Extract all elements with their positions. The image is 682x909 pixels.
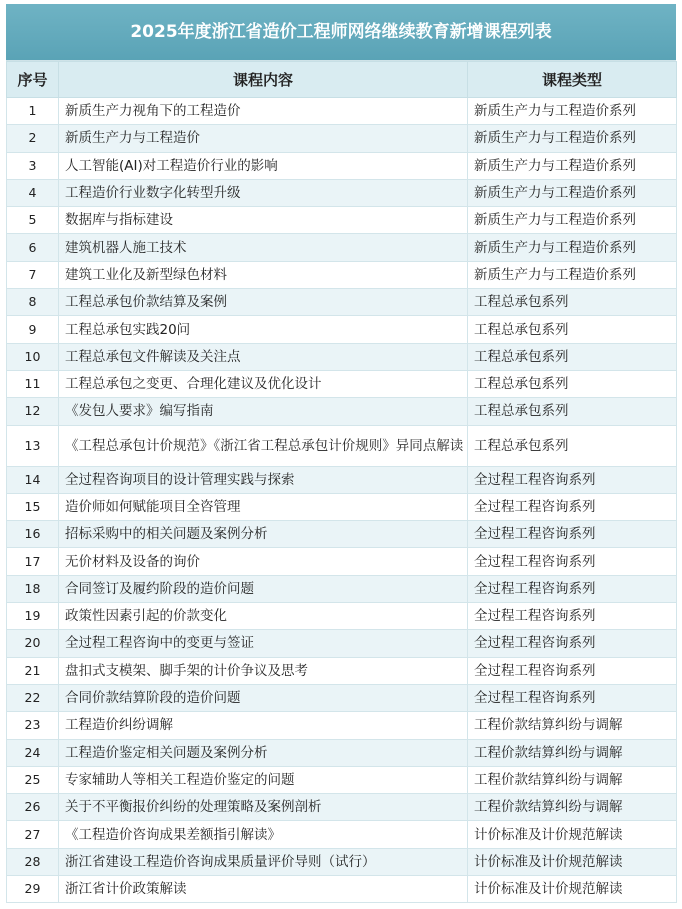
course-content: 关于不平衡报价纠纷的处理策略及案例剖析	[59, 794, 468, 821]
course-table	[6, 61, 677, 903]
row-number: 17	[7, 548, 59, 575]
table-row	[7, 207, 677, 234]
row-number: 2	[7, 125, 59, 152]
course-type: 全过程工程咨询系列	[468, 493, 677, 520]
header-row	[7, 62, 677, 98]
row-number: 15	[7, 493, 59, 520]
course-type: 新质生产力与工程造价系列	[468, 179, 677, 206]
course-content: 工程总承包实践20问	[59, 316, 468, 343]
course-type: 工程价款结算纠纷与调解	[468, 712, 677, 739]
row-number: 26	[7, 794, 59, 821]
row-number: 28	[7, 848, 59, 875]
row-number: 23	[7, 712, 59, 739]
row-number: 24	[7, 739, 59, 766]
course-type: 新质生产力与工程造价系列	[468, 207, 677, 234]
course-type: 计价标准及计价规范解读	[468, 876, 677, 903]
course-content: 工程造价纠纷调解	[59, 712, 468, 739]
course-type: 新质生产力与工程造价系列	[468, 152, 677, 179]
course-content: 建筑工业化及新型绿色材料	[59, 261, 468, 288]
course-type: 工程总承包系列	[468, 289, 677, 316]
table-row	[7, 821, 677, 848]
course-content: 建筑机器人施工技术	[59, 234, 468, 261]
row-number: 25	[7, 766, 59, 793]
course-content: 无价材料及设备的询价	[59, 548, 468, 575]
course-type: 全过程工程咨询系列	[468, 466, 677, 493]
row-number: 11	[7, 370, 59, 397]
course-type: 全过程工程咨询系列	[468, 575, 677, 602]
table-row	[7, 766, 677, 793]
course-type: 全过程工程咨询系列	[468, 684, 677, 711]
course-type: 新质生产力与工程造价系列	[468, 234, 677, 261]
course-type: 全过程工程咨询系列	[468, 603, 677, 630]
course-type: 全过程工程咨询系列	[468, 521, 677, 548]
course-type: 工程价款结算纠纷与调解	[468, 794, 677, 821]
row-number: 16	[7, 521, 59, 548]
table-row	[7, 630, 677, 657]
row-number: 20	[7, 630, 59, 657]
row-number: 21	[7, 657, 59, 684]
course-content: 盘扣式支模架、脚手架的计价争议及思考	[59, 657, 468, 684]
course-content: 工程总承包文件解读及关注点	[59, 343, 468, 370]
row-number: 1	[7, 98, 59, 125]
course-type: 工程总承包系列	[468, 316, 677, 343]
course-content: 浙江省计价政策解读	[59, 876, 468, 903]
table-row	[7, 684, 677, 711]
column-header-content: 课程内容	[59, 62, 468, 98]
course-content: 造价师如何赋能项目全咨管理	[59, 493, 468, 520]
course-type: 计价标准及计价规范解读	[468, 821, 677, 848]
table-row	[7, 125, 677, 152]
table-row	[7, 548, 677, 575]
course-content: 《工程总承包计价规范》《浙江省工程总承包计价规则》异同点解读	[59, 425, 468, 466]
course-type: 工程价款结算纠纷与调解	[468, 739, 677, 766]
table-row	[7, 739, 677, 766]
table-row	[7, 493, 677, 520]
table-row	[7, 466, 677, 493]
course-content: 数据库与指标建设	[59, 207, 468, 234]
course-content: 工程总承包价款结算及案例	[59, 289, 468, 316]
course-content: 工程造价鉴定相关问题及案例分析	[59, 739, 468, 766]
row-number: 3	[7, 152, 59, 179]
course-list-document	[6, 4, 676, 903]
row-number: 13	[7, 425, 59, 466]
course-content: 《发包人要求》编写指南	[59, 398, 468, 425]
table-row	[7, 261, 677, 288]
course-type: 全过程工程咨询系列	[468, 630, 677, 657]
table-row	[7, 657, 677, 684]
table-row	[7, 521, 677, 548]
table-row	[7, 179, 677, 206]
table-row	[7, 848, 677, 875]
course-content: 专家辅助人等相关工程造价鉴定的问题	[59, 766, 468, 793]
table-row	[7, 152, 677, 179]
course-content: 浙江省建设工程造价咨询成果质量评价导则（试行）	[59, 848, 468, 875]
row-number: 27	[7, 821, 59, 848]
table-row	[7, 794, 677, 821]
course-type: 工程价款结算纠纷与调解	[468, 766, 677, 793]
course-type: 全过程工程咨询系列	[468, 548, 677, 575]
course-type: 工程总承包系列	[468, 398, 677, 425]
table-row	[7, 425, 677, 466]
course-content: 全过程咨询项目的设计管理实践与探索	[59, 466, 468, 493]
course-type: 工程总承包系列	[468, 370, 677, 397]
table-row	[7, 398, 677, 425]
table-row	[7, 603, 677, 630]
row-number: 6	[7, 234, 59, 261]
row-number: 12	[7, 398, 59, 425]
row-number: 8	[7, 289, 59, 316]
column-header-number: 序号	[7, 62, 59, 98]
course-content: 合同价款结算阶段的造价问题	[59, 684, 468, 711]
course-content: 《工程造价咨询成果差额指引解读》	[59, 821, 468, 848]
table-row	[7, 343, 677, 370]
table-row	[7, 712, 677, 739]
row-number: 7	[7, 261, 59, 288]
row-number: 14	[7, 466, 59, 493]
row-number: 5	[7, 207, 59, 234]
row-number: 18	[7, 575, 59, 602]
row-number: 10	[7, 343, 59, 370]
course-type: 新质生产力与工程造价系列	[468, 125, 677, 152]
course-content: 新质生产力与工程造价	[59, 125, 468, 152]
course-content: 全过程工程咨询中的变更与签证	[59, 630, 468, 657]
course-content: 工程总承包之变更、合理化建议及优化设计	[59, 370, 468, 397]
table-row	[7, 575, 677, 602]
course-content: 合同签订及履约阶段的造价问题	[59, 575, 468, 602]
table-row	[7, 234, 677, 261]
course-type: 新质生产力与工程造价系列	[468, 261, 677, 288]
course-content: 人工智能(AI)对工程造价行业的影响	[59, 152, 468, 179]
course-content: 工程造价行业数字化转型升级	[59, 179, 468, 206]
page-title: 2025年度浙江省造价工程师网络继续教育新增课程列表	[6, 4, 676, 61]
course-type: 工程总承包系列	[468, 425, 677, 466]
course-content: 政策性因素引起的价款变化	[59, 603, 468, 630]
row-number: 4	[7, 179, 59, 206]
table-row	[7, 876, 677, 903]
row-number: 9	[7, 316, 59, 343]
course-content: 新质生产力视角下的工程造价	[59, 98, 468, 125]
course-content: 招标采购中的相关问题及案例分析	[59, 521, 468, 548]
table-body	[7, 98, 677, 903]
column-header-type: 课程类型	[468, 62, 677, 98]
row-number: 19	[7, 603, 59, 630]
course-type: 计价标准及计价规范解读	[468, 848, 677, 875]
table-row	[7, 316, 677, 343]
table-row	[7, 289, 677, 316]
course-type: 全过程工程咨询系列	[468, 657, 677, 684]
table-row	[7, 98, 677, 125]
course-type: 新质生产力与工程造价系列	[468, 98, 677, 125]
course-type: 工程总承包系列	[468, 343, 677, 370]
row-number: 22	[7, 684, 59, 711]
table-row	[7, 370, 677, 397]
row-number: 29	[7, 876, 59, 903]
